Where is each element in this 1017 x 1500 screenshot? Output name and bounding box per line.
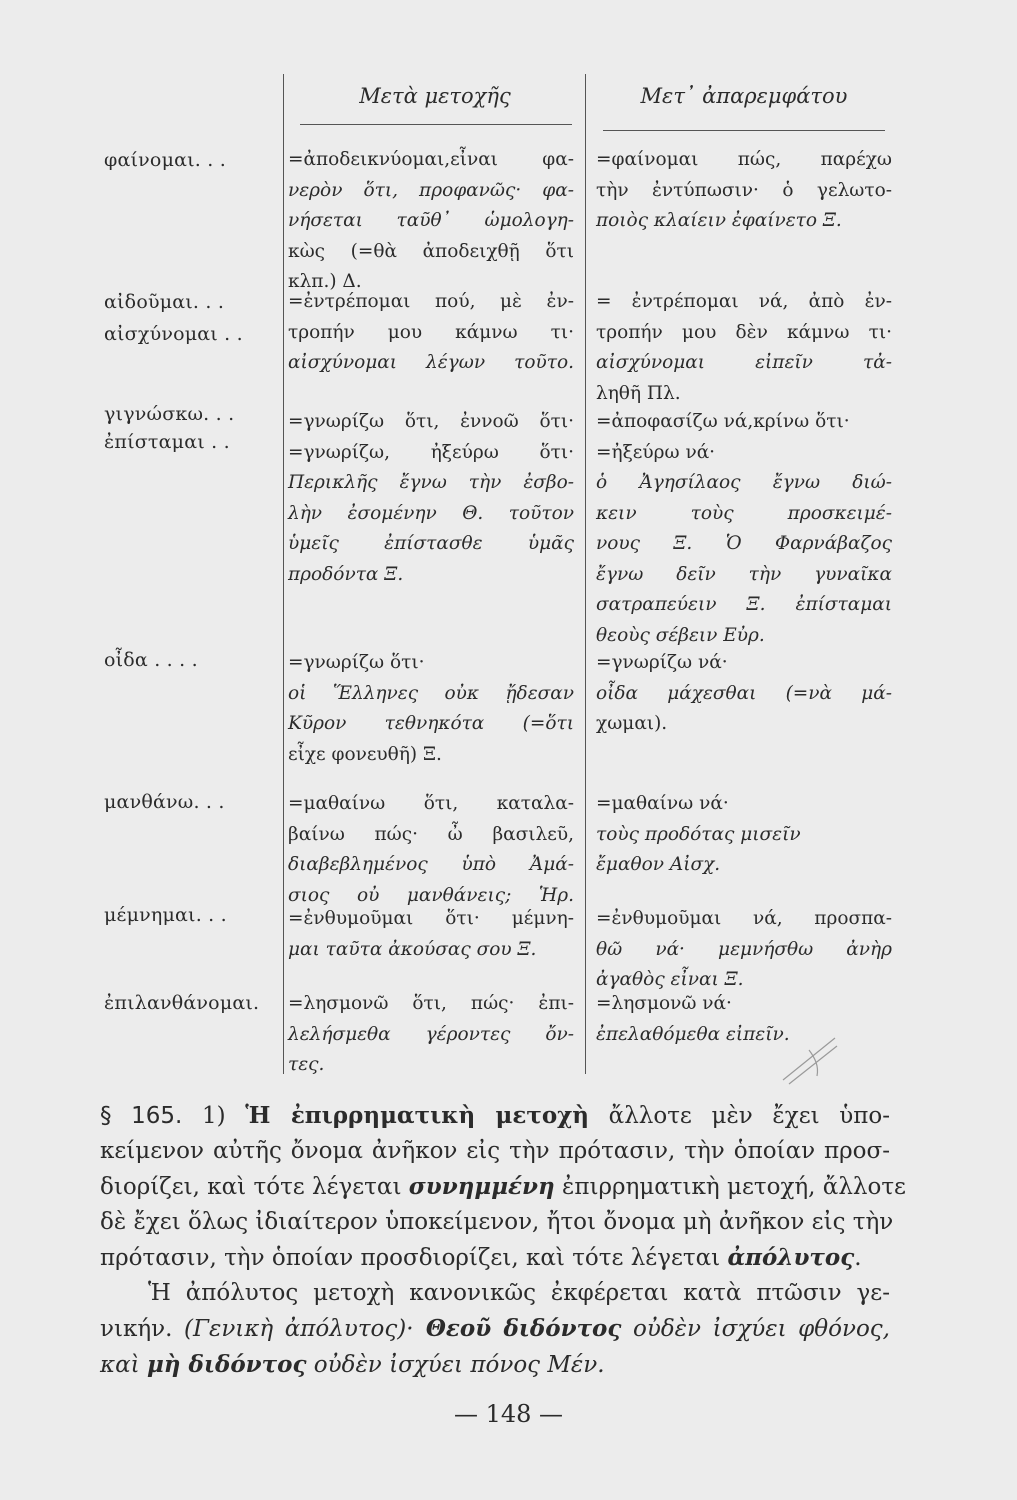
cell-line: εἶχε φονευθῆ) Ξ.	[288, 743, 442, 765]
cell-line: =ἀποφασίζω νά,κρίνω ὅτι·	[596, 411, 850, 432]
cell-line: =γνωρίζω ὅτι, ἐννοῶ ὅτι·	[288, 411, 574, 432]
cell-line: =μαθαίνω ὅτι, καταλα-	[288, 793, 574, 814]
cell-line: =ἐνθυμοῦμαι νά, προσπα-	[596, 908, 892, 929]
section-line	[100, 1240, 890, 1276]
term-adverbial-participle: Ἡ ἐπιρρηματικὴ μετοχὴ	[245, 1102, 590, 1129]
column-divider-right	[585, 74, 586, 1074]
cell-line: θεοὺς σέβειν Εὐρ.	[596, 624, 765, 646]
participle-cell	[288, 904, 574, 965]
section-text: οὐδὲν ἰσχύει πόνος Μέν.	[306, 1352, 605, 1378]
section-text: πρότασιν, τὴν ὁποίαν προσδιορίζει, καὶ τότε λέγεται	[100, 1245, 728, 1271]
cell-line: θῶ νά· μεμνήσθω ἀνὴρ	[596, 938, 892, 960]
section-text: (Γενικὴ ἀπόλυτος)·	[184, 1316, 414, 1342]
verb-term: μέμνημαι. . .	[104, 904, 227, 926]
section-text: οὐδὲν ἰσχύει φθόνος,	[621, 1316, 890, 1342]
header-infinitive: Μετ᾽ ἀπαρεμφάτου	[640, 84, 848, 108]
section-line: δὲ ἔχει ὅλως ἰδιαίτερον ὑποκείμενον, ἤτοι ὄνομα μὴ ἀνῆκον εἰς τὴν	[100, 1209, 894, 1235]
cell-line: κὼς (=θὰ ἀποδειχθῇ ὅτι	[288, 240, 574, 262]
section-line	[100, 1098, 890, 1134]
cell-line: λὴν ἐσομένην Θ. τοῦτον	[288, 502, 574, 524]
cell-line: νους Ξ. Ὁ Φαρνάβαζος	[596, 533, 892, 554]
cell-line: οἱ Ἕλληνες οὐκ ᾔδεσαν	[288, 682, 574, 704]
cell-line: =γνωρίζω ὅτι·	[288, 652, 425, 673]
verb-term: αἰδοῦμαι. . .	[104, 291, 225, 313]
participle-cell	[288, 407, 574, 590]
cell-line: τροπήν μου δὲν κάμνω τι·	[596, 321, 892, 343]
participle-cell	[288, 287, 574, 379]
cell-line: =λησμονῶ νά·	[596, 993, 732, 1014]
cell-line: Περικλῆς ἔγνω τὴν ἐσβο-	[288, 472, 574, 493]
cell-line: ὁ Ἀγησίλαος ἔγνω διώ-	[596, 472, 892, 493]
cell-line: =λησμονῶ ὅτι, πώς· ἐπι-	[288, 993, 574, 1014]
section-text: ἄλλοτε μὲν ἔχει ὑπο-	[589, 1103, 891, 1129]
verb-term: ἐπίσταμαι . .	[104, 431, 230, 453]
example-bold: Θεοῦ διδόντος	[413, 1315, 622, 1342]
participle-cell	[288, 789, 574, 911]
cell-line: κειν τοὺς προσκειμέ-	[596, 502, 892, 524]
cell-line: ὑμεῖς ἐπίστασθε ὑμᾶς	[288, 533, 574, 554]
section-text: 1)	[202, 1103, 246, 1129]
term-apolytos: ἀπόλυτος	[727, 1244, 855, 1271]
section-text: νικήν.	[100, 1316, 185, 1342]
page-number: — 148 —	[453, 1400, 564, 1428]
cell-line: διαβεβλημένος ὑπὸ Ἀμά-	[288, 854, 574, 875]
cell-line: αἰσχύνομαι εἰπεῖν τἀ-	[596, 352, 892, 373]
cell-line: ἔμαθον Αἰσχ.	[596, 854, 721, 875]
pencil-scribble-icon	[775, 1028, 845, 1088]
verb-term: αἰσχύνομαι . .	[104, 323, 243, 345]
participle-cell	[288, 145, 574, 298]
term-synemmeni: συνημμένη	[408, 1173, 555, 1200]
cell-line: =γνωρίζω νά·	[596, 652, 728, 673]
cell-line: = ἐντρέπομαι νά, ἀπὸ ἐν-	[596, 291, 892, 312]
cell-line: =φαίνομαι πώς, παρέχω	[596, 149, 892, 170]
cell-line: ἔγνω δεῖν τὴν γυναῖκα	[596, 563, 892, 585]
infinitive-cell	[596, 789, 892, 881]
section-text: καὶ	[100, 1352, 147, 1378]
infinitive-cell	[596, 145, 892, 237]
section-line	[100, 1311, 890, 1347]
infinitive-cell	[596, 989, 892, 1050]
cell-line: λελήσμεθα γέροντες ὄν-	[288, 1023, 574, 1045]
cell-line: =μαθαίνω νά·	[596, 793, 729, 814]
cell-line: αἰσχύνομαι λέγων τοῦτο.	[288, 352, 574, 373]
column-divider-left	[283, 74, 284, 1074]
cell-line: τοὺς προδότας μισεῖν	[596, 823, 801, 845]
cell-line: ἐπελαθόμεθα εἰπεῖν.	[596, 1023, 790, 1045]
participle-cell	[288, 648, 574, 770]
section-line	[100, 1347, 890, 1383]
cell-line: προδόντα Ξ.	[288, 563, 404, 585]
cell-line: =ἐνθυμοῦμαι ὅτι· μέμνη-	[288, 908, 574, 929]
verb-term: γιγνώσκω. . .	[104, 403, 235, 425]
cell-line: =ἠξεύρω νά·	[596, 441, 716, 463]
cell-line: τροπήν μου κάμνω τι·	[288, 321, 574, 343]
section-line: Ἡ ἀπόλυτος μετοχὴ κανονικῶς ἐκφέρεται κατὰ πτῶσιν γε-	[148, 1280, 890, 1306]
cell-line: κλπ.) Δ.	[288, 271, 362, 292]
cell-line: Κῦρον τεθνηκότα (=ὅτι	[288, 713, 574, 734]
section-line	[100, 1169, 906, 1205]
section-number: § 165.	[100, 1103, 183, 1129]
section-text: ἐπιρρηματικὴ μετοχή, ἄλλοτε	[554, 1174, 906, 1200]
verb-term: μανθάνω. . .	[104, 791, 225, 813]
header-rule-col2	[603, 130, 885, 131]
participle-cell	[288, 989, 574, 1081]
section-165	[100, 1098, 906, 1383]
cell-line: σατραπεύειν Ξ. ἐπίσταμαι	[596, 594, 892, 615]
section-text: διορίζει, καὶ τότε λέγεται	[100, 1174, 409, 1200]
infinitive-cell	[596, 648, 892, 740]
cell-line: ἀγαθὸς εἶναι Ξ.	[596, 969, 744, 990]
infinitive-cell	[596, 904, 892, 996]
cell-line: οἶδα μάχεσθαι (=νὰ μά-	[596, 682, 892, 704]
infinitive-cell	[596, 287, 892, 409]
cell-line: βαίνω πώς· ὦ βασιλεῦ,	[288, 823, 574, 845]
cell-line: νήσεται ταῦθ᾽ ὡμολογη-	[288, 210, 574, 231]
cell-line: σιος οὐ μανθάνεις; Ἡρ.	[288, 884, 574, 906]
section-text: .	[854, 1245, 862, 1271]
example-bold: μὴ διδόντος	[146, 1351, 307, 1378]
cell-line: νερὸν ὅτι, προφανῶς· φα-	[288, 179, 574, 201]
cell-line: =γνωρίζω, ἠξεύρω ὅτι·	[288, 441, 574, 463]
cell-line: χωμαι).	[596, 713, 668, 734]
cell-line: =ἀποδεικνύομαι,εἶναι φα-	[288, 149, 574, 170]
cell-line: τὴν ἐντύπωσιν· ὁ γελωτο-	[596, 179, 892, 201]
cell-line: μαι ταῦτα ἀκούσας σου Ξ.	[288, 938, 537, 960]
header-rule-col1	[300, 124, 572, 125]
cell-line: =ἐντρέπομαι πού, μὲ ἐν-	[288, 291, 574, 312]
cell-line: ληθῆ Πλ.	[596, 382, 681, 404]
cell-line: τες.	[288, 1054, 325, 1075]
verb-term: οἶδα . . . .	[104, 649, 198, 671]
infinitive-cell	[596, 407, 892, 651]
verb-term: φαίνομαι. . .	[104, 149, 226, 171]
header-participle: Μετὰ μετοχῆς	[359, 84, 511, 108]
section-line: κείμενον αὐτῆς ὄνομα ἀνῆκον εἰς τὴν πρότασιν, τὴν ὁποίαν προσ-	[100, 1138, 890, 1164]
cell-line: ποιὸς κλαίειν ἐφαίνετο Ξ.	[596, 210, 842, 231]
verb-term: ἐπιλανθάνομαι.	[104, 992, 260, 1014]
